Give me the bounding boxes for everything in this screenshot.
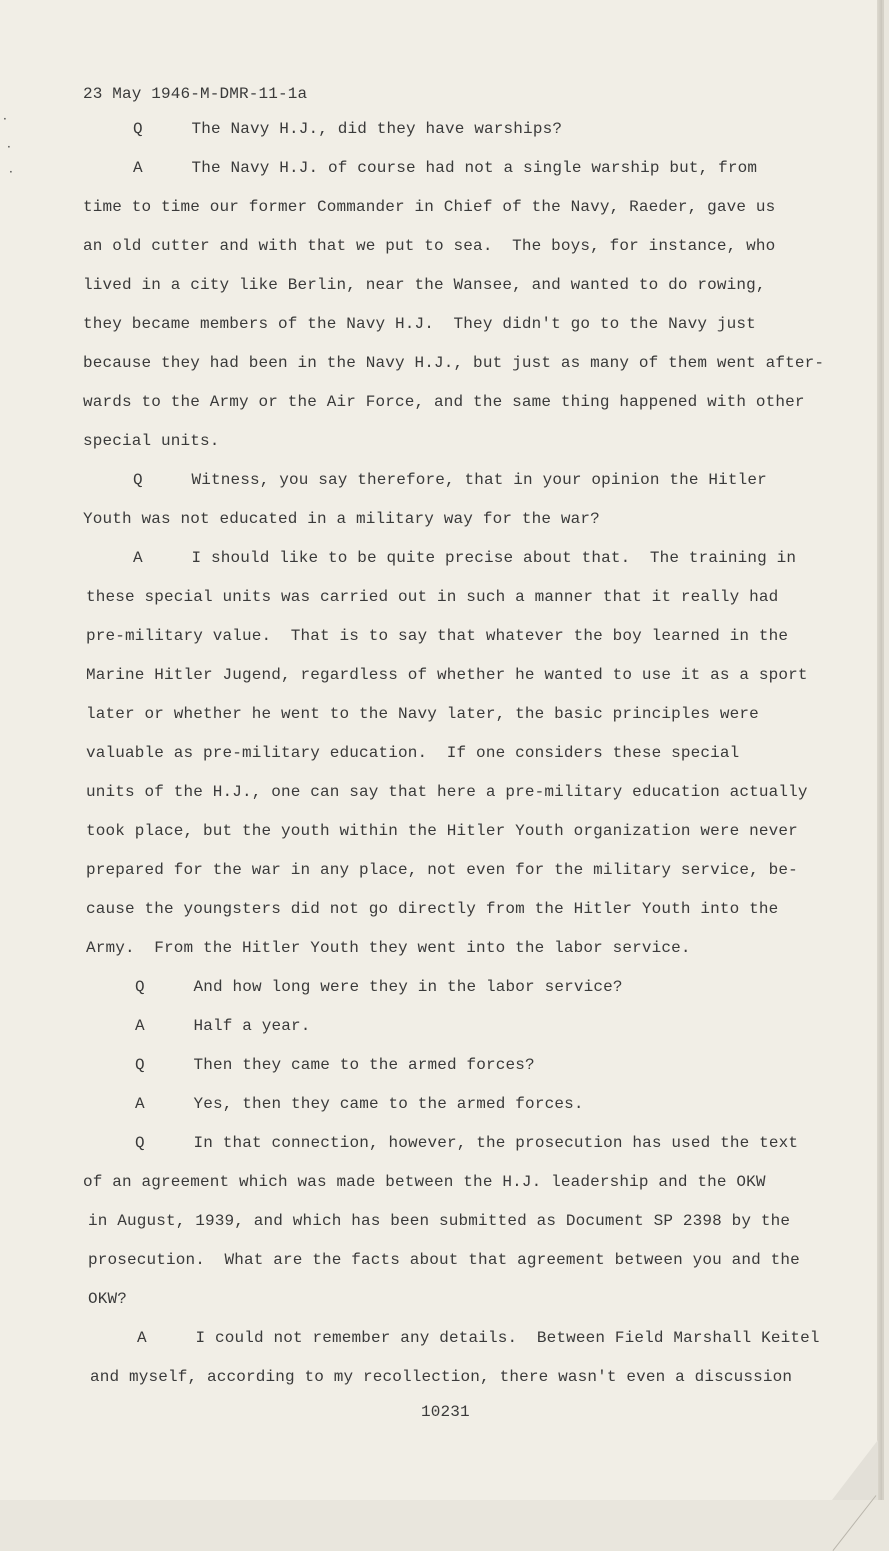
transcript-line: and myself, according to my recollection, there wasn't even a discussion [90,1368,793,1386]
margin-tick-mark: · [3,112,7,126]
margin-tick-mark: · [9,165,13,179]
transcript-line: they became members of the Navy H.J. They didn't go to the Navy just [83,315,756,333]
transcript-line: of an agreement which was made between the H.J. leadership and the OKW [83,1173,766,1191]
transcript-line: Q The Navy H.J., did they have warships? [133,120,563,138]
page-corner-fold [832,1440,878,1500]
transcript-line: Youth was not educated in a military way for the war? [83,510,600,528]
transcript-line: Army. From the Hitler Youth they went into the labor service. [86,939,691,957]
transcript-line: valuable as pre-military education. If one considers these special [86,744,740,762]
transcript-line: A Yes, then they came to the armed forces. [135,1095,584,1113]
page-edge [877,0,882,1500]
transcript-line: lived in a city like Berlin, near the Wansee, and wanted to do rowing, [83,276,766,294]
transcript-line: an old cutter and with that we put to sea. The boys, for instance, who [83,237,776,255]
transcript-line: A The Navy H.J. of course had not a single warship but, from [133,159,758,177]
transcript-line: A I could not remember any details. Between Field Marshall Keitel [137,1329,820,1347]
transcript-line: Marine Hitler Jugend, regardless of whether he wanted to use it as a sport [86,666,808,684]
fold-crease [833,1495,877,1551]
transcript-line: OKW? [88,1290,128,1308]
transcript-line: Q Witness, you say therefore, that in your opinion the Hitler [133,471,767,489]
transcript-line: prepared for the war in any place, not even for the military service, be- [86,861,798,879]
margin-tick-mark: · [7,140,11,154]
transcript-line: cause the youngsters did not go directly from the Hitler Youth into the [86,900,779,918]
transcript-line: pre-military value. That is to say that whatever the boy learned in the [86,627,789,645]
transcript-line: in August, 1939, and which has been submitted as Document SP 2398 by the [88,1212,791,1230]
transcript-line: Q Then they came to the armed forces? [135,1056,535,1074]
transcript-line: A Half a year. [135,1017,311,1035]
page-number: 10231 [421,1403,470,1421]
transcript-line: Q And how long were they in the labor service? [135,978,623,996]
transcript-line: A I should like to be quite precise about that. The training in [133,549,797,567]
transcript-line: took place, but the youth within the Hitler Youth organization were never [86,822,798,840]
transcript-line: wards to the Army or the Air Force, and the same thing happened with other [83,393,805,411]
transcript-line: because they had been in the Navy H.J., but just as many of them went after- [83,354,825,372]
transcript-line: prosecution. What are the facts about that agreement between you and the [88,1251,800,1269]
transcript-line: special units. [83,432,220,450]
transcript-line: later or whether he went to the Navy later, the basic principles were [86,705,759,723]
transcript-line: Q In that connection, however, the prosecution has used the text [135,1134,799,1152]
transcript-line: units of the H.J., one can say that here a pre-military education actually [86,783,808,801]
transcript-line: these special units was carried out in such a manner that it really had [86,588,779,606]
document-header: 23 May 1946-M-DMR-11-1a [83,85,308,103]
transcript-line: time to time our former Commander in Chief of the Navy, Raeder, gave us [83,198,776,216]
